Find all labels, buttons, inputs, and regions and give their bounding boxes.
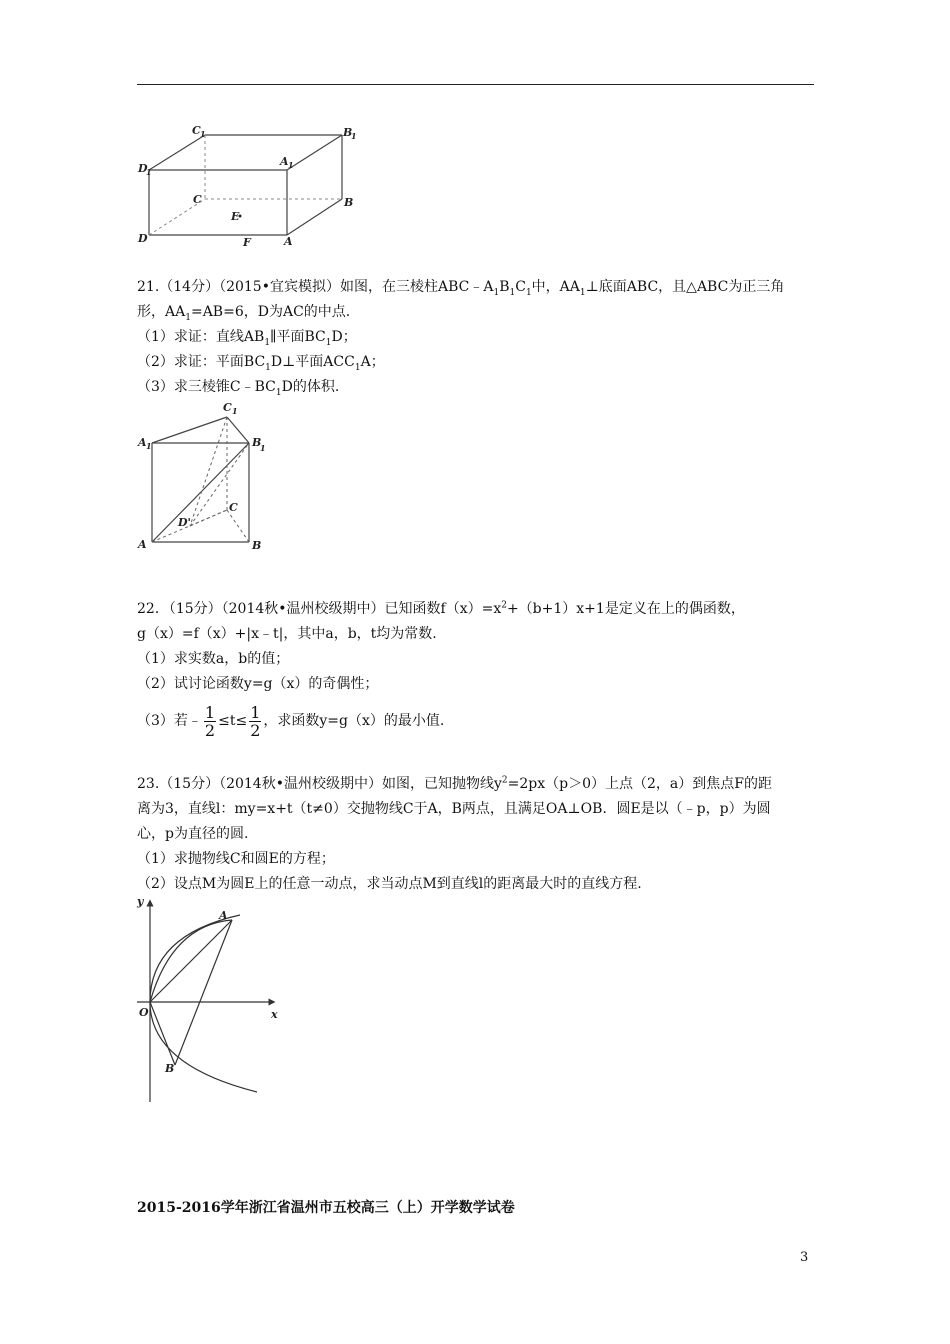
q21-sub: 1: [325, 337, 332, 348]
label-d: D: [138, 232, 148, 245]
label-o: O: [139, 1006, 149, 1019]
q23-text: 23.（15分）（2014秋•温州校级期中）如图，已知抛物线y: [137, 776, 502, 792]
question-21: [137, 275, 827, 400]
q21-text: 中，AA: [531, 279, 580, 295]
label-f: F: [243, 236, 251, 249]
fraction-half: [204, 704, 216, 739]
fraction-half: [249, 704, 261, 739]
q21-text: （3）求三棱锥C﹣BC: [137, 379, 276, 395]
label-d1: D: [138, 162, 148, 175]
label-b1: B: [252, 436, 262, 449]
q21-text: D的体积.: [281, 379, 340, 395]
label-d1-sub: 1: [146, 167, 152, 177]
q22-sup: 2: [501, 600, 507, 611]
frac-num: 1: [250, 702, 261, 722]
label-a: A: [219, 909, 228, 922]
label-c: C: [229, 501, 238, 514]
q21-sub: 1: [509, 287, 516, 298]
label-b: B: [252, 539, 262, 552]
q21-text: =AB=6，D为AC的中点.: [190, 304, 351, 320]
q22-text: ，求函数y=g（x）的最小值.: [263, 713, 445, 729]
q21-sub: 1: [185, 312, 191, 323]
q21-text: ⊥底面ABC，且△ABC为正三角: [585, 279, 785, 295]
label-a1-sub: 1: [288, 160, 294, 170]
q21-text: C: [515, 279, 526, 295]
prism-figure: [137, 395, 277, 555]
q22-text: 22．（15分）（2014秋•温州校级期中）已知函数f（x）=x: [137, 601, 502, 617]
document-title: 2015-2016学年浙江省温州市五校高三（上）开学数学试卷: [137, 1200, 515, 1216]
q23-line-3: 心，p为直径的圆.: [137, 826, 249, 842]
label-c: C: [193, 193, 202, 206]
label-a1: A: [280, 155, 289, 168]
q22-line-1: [137, 597, 827, 622]
q21-part-2: [137, 350, 827, 375]
q21-sub: 1: [264, 337, 271, 348]
label-b: B: [165, 1062, 175, 1075]
q21-text: （1）求证：直线AB: [137, 329, 265, 345]
q22-part-1: （1）求实数a，b的值；: [137, 651, 290, 667]
page-number: 3: [800, 1250, 809, 1265]
label-a: A: [138, 538, 147, 551]
label-a: A: [284, 235, 293, 248]
label-c1: C: [192, 124, 201, 137]
q21-sub: 1: [493, 287, 500, 298]
q21-text: D⊥平面ACC: [270, 354, 355, 370]
q22-text: （3）若﹣: [137, 713, 202, 729]
q21-sub: 1: [354, 362, 361, 373]
frac-den: 2: [204, 720, 216, 740]
frac-num: 1: [204, 702, 216, 722]
q21-line-1: [137, 275, 827, 300]
label-b: B: [344, 196, 354, 209]
question-22: [137, 597, 827, 745]
q21-sub: 1: [265, 362, 271, 373]
label-c1: C: [223, 401, 232, 414]
q21-text: B: [499, 279, 510, 295]
q22-part-3: [137, 697, 827, 745]
q23-line-1: [137, 772, 827, 797]
q21-line-2: [137, 300, 827, 325]
header-rule: [137, 84, 814, 85]
label-c1-sub: 1: [200, 129, 206, 139]
label-c1-sub: 1: [232, 406, 238, 416]
frac-den: 2: [250, 720, 261, 740]
q22-line-2: g（x）=f（x）+|x﹣t|，其中a，b，t均为常数.: [137, 626, 437, 642]
q21-text: 形，AA: [137, 304, 186, 320]
q21-text: ∥平面BC: [270, 329, 326, 345]
q22-part-2: （2）试讨论函数y=g（x）的奇偶性；: [137, 676, 379, 692]
label-b1-sub: 1: [351, 131, 357, 141]
q21-sub: 1: [275, 387, 282, 398]
label-d-prime: D': [178, 516, 191, 529]
q21-sub: 1: [525, 287, 532, 298]
label-e: E: [231, 210, 240, 223]
cuboid-figure: [137, 125, 357, 255]
q23-sup: 2: [501, 775, 508, 786]
parabola-figure: [137, 895, 297, 1105]
q21-text: （2）求证：平面BC: [137, 354, 266, 370]
label-y: y: [137, 895, 144, 908]
q23-text: =2px（p＞0）上点（2，a）到焦点F的距: [507, 776, 772, 792]
label-x: x: [271, 1008, 278, 1021]
label-a1-sub: 1: [146, 441, 152, 451]
q23-part-1: （1）求抛物线C和圆E的方程；: [137, 851, 335, 867]
q22-text: +（b+1）x+1是定义在上的偶函数，: [506, 601, 745, 617]
label-b1: B: [343, 126, 353, 139]
label-b1-sub: 1: [260, 443, 266, 453]
q21-text: A；: [360, 354, 385, 370]
q22-text: ≤t≤: [218, 713, 248, 729]
q21-text: D；: [331, 329, 357, 345]
q21-l1: 21.（14分）（2015•宜宾模拟）如图，在三棱柱ABC﹣A: [137, 279, 494, 295]
q21-part-1: [137, 325, 827, 350]
q21-sub: 1: [579, 287, 586, 298]
q23-part-2: （2）设点M为圆E上的任意一动点，求当动点M到直线l的距离最大时的直线方程.: [137, 876, 642, 892]
q23-line-2: 离为3，直线l：my=x+t（t≠0）交抛物线C于A，B两点，且满足OA⊥OB．圆E是以（﹣p，p）为圆: [137, 801, 771, 817]
question-23: [137, 772, 827, 897]
label-a1: A: [138, 436, 147, 449]
